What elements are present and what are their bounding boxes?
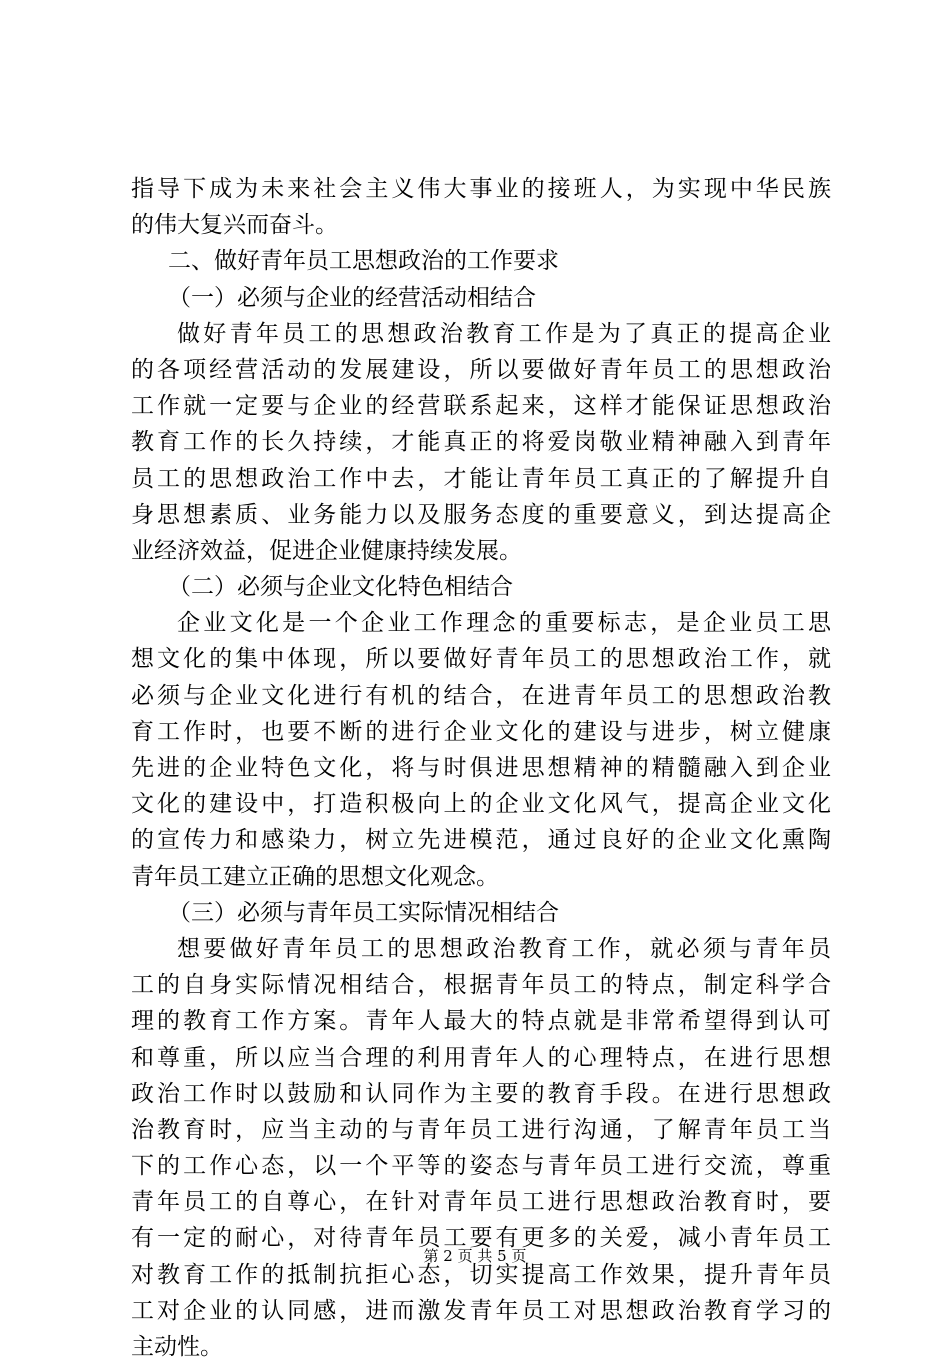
document-body bbox=[131, 171, 831, 1365]
paragraph-line: 的各项经营活动的发展建设，所以要做好青年员工的思想政治 bbox=[131, 356, 831, 383]
paragraph-line: 必须与企业文化进行有机的结合，在进青年员工的思想政治教 bbox=[131, 682, 831, 709]
paragraph-line: 政治工作时以鼓励和认同作为主要的教育手段。在进行思想政 bbox=[131, 1080, 831, 1107]
paragraph-line: 想要做好青年员工的思想政治教育工作，就必须与青年员 bbox=[177, 935, 831, 962]
paragraph-line: 下的工作心态，以一个平等的姿态与青年员工进行交流，尊重 bbox=[131, 1153, 831, 1180]
paragraph-line: 的伟大复兴而奋斗。 bbox=[131, 212, 338, 239]
paragraph-line: 文化的建设中，打造积极向上的企业文化风气，提高企业文化 bbox=[131, 791, 831, 818]
section-heading: （三）必须与青年员工实际情况相结合 bbox=[168, 899, 559, 926]
paragraph-line: 做好青年员工的思想政治教育工作是为了真正的提高企业 bbox=[177, 320, 831, 347]
paragraph-line: 身思想素质、业务能力以及服务态度的重要意义，到达提高企 bbox=[131, 501, 831, 528]
page-footer: 第 2 页 共 5 页 bbox=[423, 1247, 527, 1265]
paragraph-line: 企业文化是一个企业工作理念的重要标志，是企业员工思 bbox=[177, 610, 831, 637]
paragraph-line: 员工的思想政治工作中去，才能让青年员工真正的了解提升自 bbox=[131, 465, 831, 492]
paragraph-line: 工作就一定要与企业的经营联系起来，这样才能保证思想政治 bbox=[131, 393, 831, 420]
paragraph-line: 青年员工的自尊心，在针对青年员工进行思想政治教育时，要 bbox=[131, 1189, 831, 1216]
paragraph-line: 工的自身实际情况相结合，根据青年员工的特点，制定科学合 bbox=[131, 972, 831, 999]
paragraph-line: 青年员工建立正确的思想文化观念。 bbox=[131, 863, 499, 890]
paragraph-line: 育工作时，也要不断的进行企业文化的建设与进步，树立健康 bbox=[131, 718, 831, 745]
paragraph-line: 和尊重，所以应当合理的利用青年人的心理特点，在进行思想 bbox=[131, 1044, 831, 1071]
section-heading: （二）必须与企业文化特色相结合 bbox=[168, 574, 513, 601]
paragraph-line: 业经济效益，促进企业健康持续发展。 bbox=[131, 537, 522, 564]
paragraph-line: 治教育时，应当主动的与青年员工进行沟通，了解青年员工当 bbox=[131, 1116, 831, 1143]
paragraph-line: 教育工作的长久持续，才能真正的将爱岗敬业精神融入到青年 bbox=[131, 429, 831, 456]
paragraph-line: 主动性。 bbox=[131, 1334, 223, 1360]
paragraph-line: 工对企业的认同感，进而激发青年员工对思想政治教育学习的 bbox=[131, 1297, 831, 1324]
paragraph-line: 指导下成为未来社会主义伟大事业的接班人，为实现中华民族 bbox=[131, 176, 831, 202]
paragraph-line: 有一定的耐心，对待青年员工要有更多的关爱，减小青年员工 bbox=[131, 1225, 831, 1252]
section-heading: （一）必须与企业的经营活动相结合 bbox=[168, 284, 536, 311]
paragraph-line: 对教育工作的抵制抗拒心态，切实提高工作效果，提升青年员 bbox=[131, 1261, 831, 1288]
paragraph-line: 先进的企业特色文化，将与时俱进思想精神的精髓融入到企业 bbox=[131, 755, 831, 781]
paragraph-line: 想文化的集中体现，所以要做好青年员工的思想政治工作，就 bbox=[131, 646, 831, 673]
section-heading: 二、做好青年员工思想政治的工作要求 bbox=[168, 248, 559, 275]
paragraph-line: 的宣传力和感染力，树立先进模范，通过良好的企业文化熏陶 bbox=[131, 827, 831, 854]
paragraph-line: 理的教育工作方案。青年人最大的特点就是非常希望得到认可 bbox=[131, 1008, 831, 1035]
